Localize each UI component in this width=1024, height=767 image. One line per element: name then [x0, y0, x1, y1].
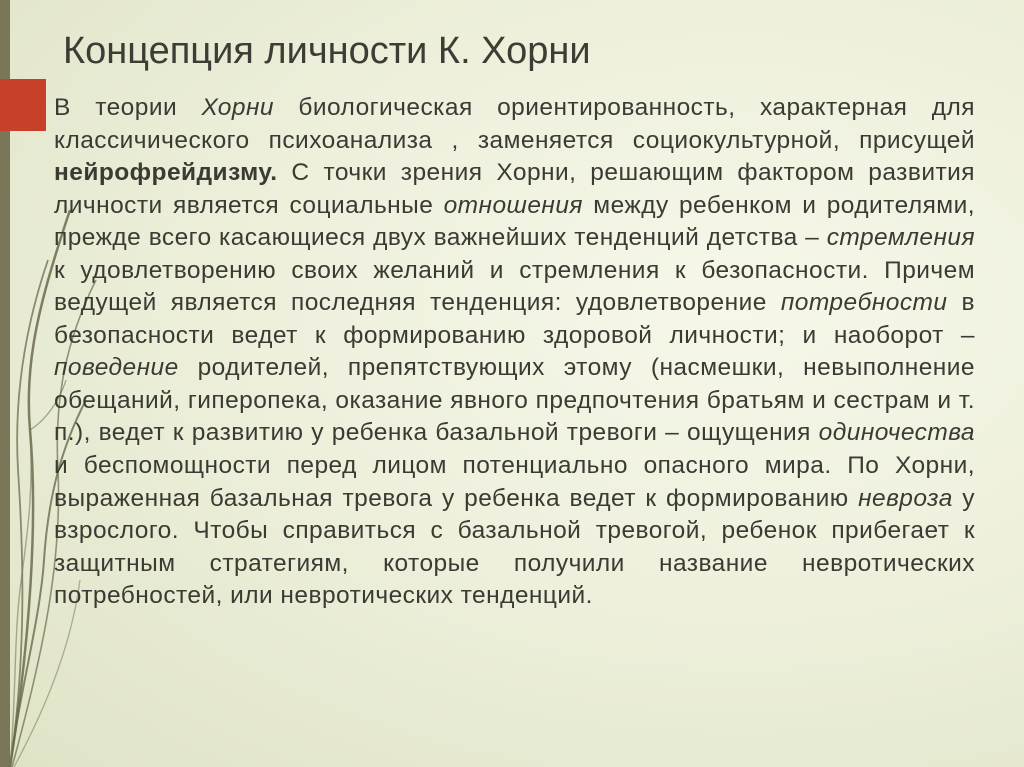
title-accent-tab [0, 79, 46, 131]
text-run: к удовлетворению своих желаний и стремления к безопасности. Причем ведущей является последняя тенденция: удовлетворение [54, 256, 975, 317]
text-run: у взрослого. Чтобы справиться с базальной тревогой, ребенок прибегает к защитным стратегиям, которые получили название невротических потребностей, или невротических тенденций. [54, 484, 975, 610]
italic-term: невроза [858, 484, 953, 512]
slide-title: Концепция личности К. Хорни [63, 30, 591, 72]
text-run: в безопасности ведет к формированию здоровой личности; и наоборот – [54, 289, 975, 349]
italic-term: Хорни [201, 94, 274, 121]
text-run: родителей, препятствующих этому (насмешки, невыполнение обещаний, гиперопека, оказание явного предпочтения братьям и сестрам и т. п.), ведет к развитию у ребенка базальной тревоги – ощущения [54, 354, 975, 447]
text-run: С точки зрения Хорни, решающим фактором развития личности является социальные [54, 159, 975, 219]
italic-term: отношения [443, 191, 583, 219]
text-run: между ребенком и родителями, прежде всего касающиеся двух важнейших тенденций детства – [54, 191, 975, 252]
text-run: и беспомощности перед лицом потенциально опасного мира. По Хорни, выраженная базальная тревога у ребенка ведет к формированию [54, 452, 975, 512]
text-run: В теории [54, 94, 202, 121]
body-paragraph [54, 92, 975, 722]
italic-term: одиночества [818, 419, 975, 447]
italic-term: поведение [54, 354, 179, 382]
bold-term: нейрофрейдизму. [54, 159, 278, 187]
text-run: биологическая ориентированность, характерная для классичического психоанализа , заменяется социокультурной, присущей [54, 94, 975, 154]
italic-term: потребности [780, 289, 948, 317]
italic-term: стремления [826, 224, 975, 252]
